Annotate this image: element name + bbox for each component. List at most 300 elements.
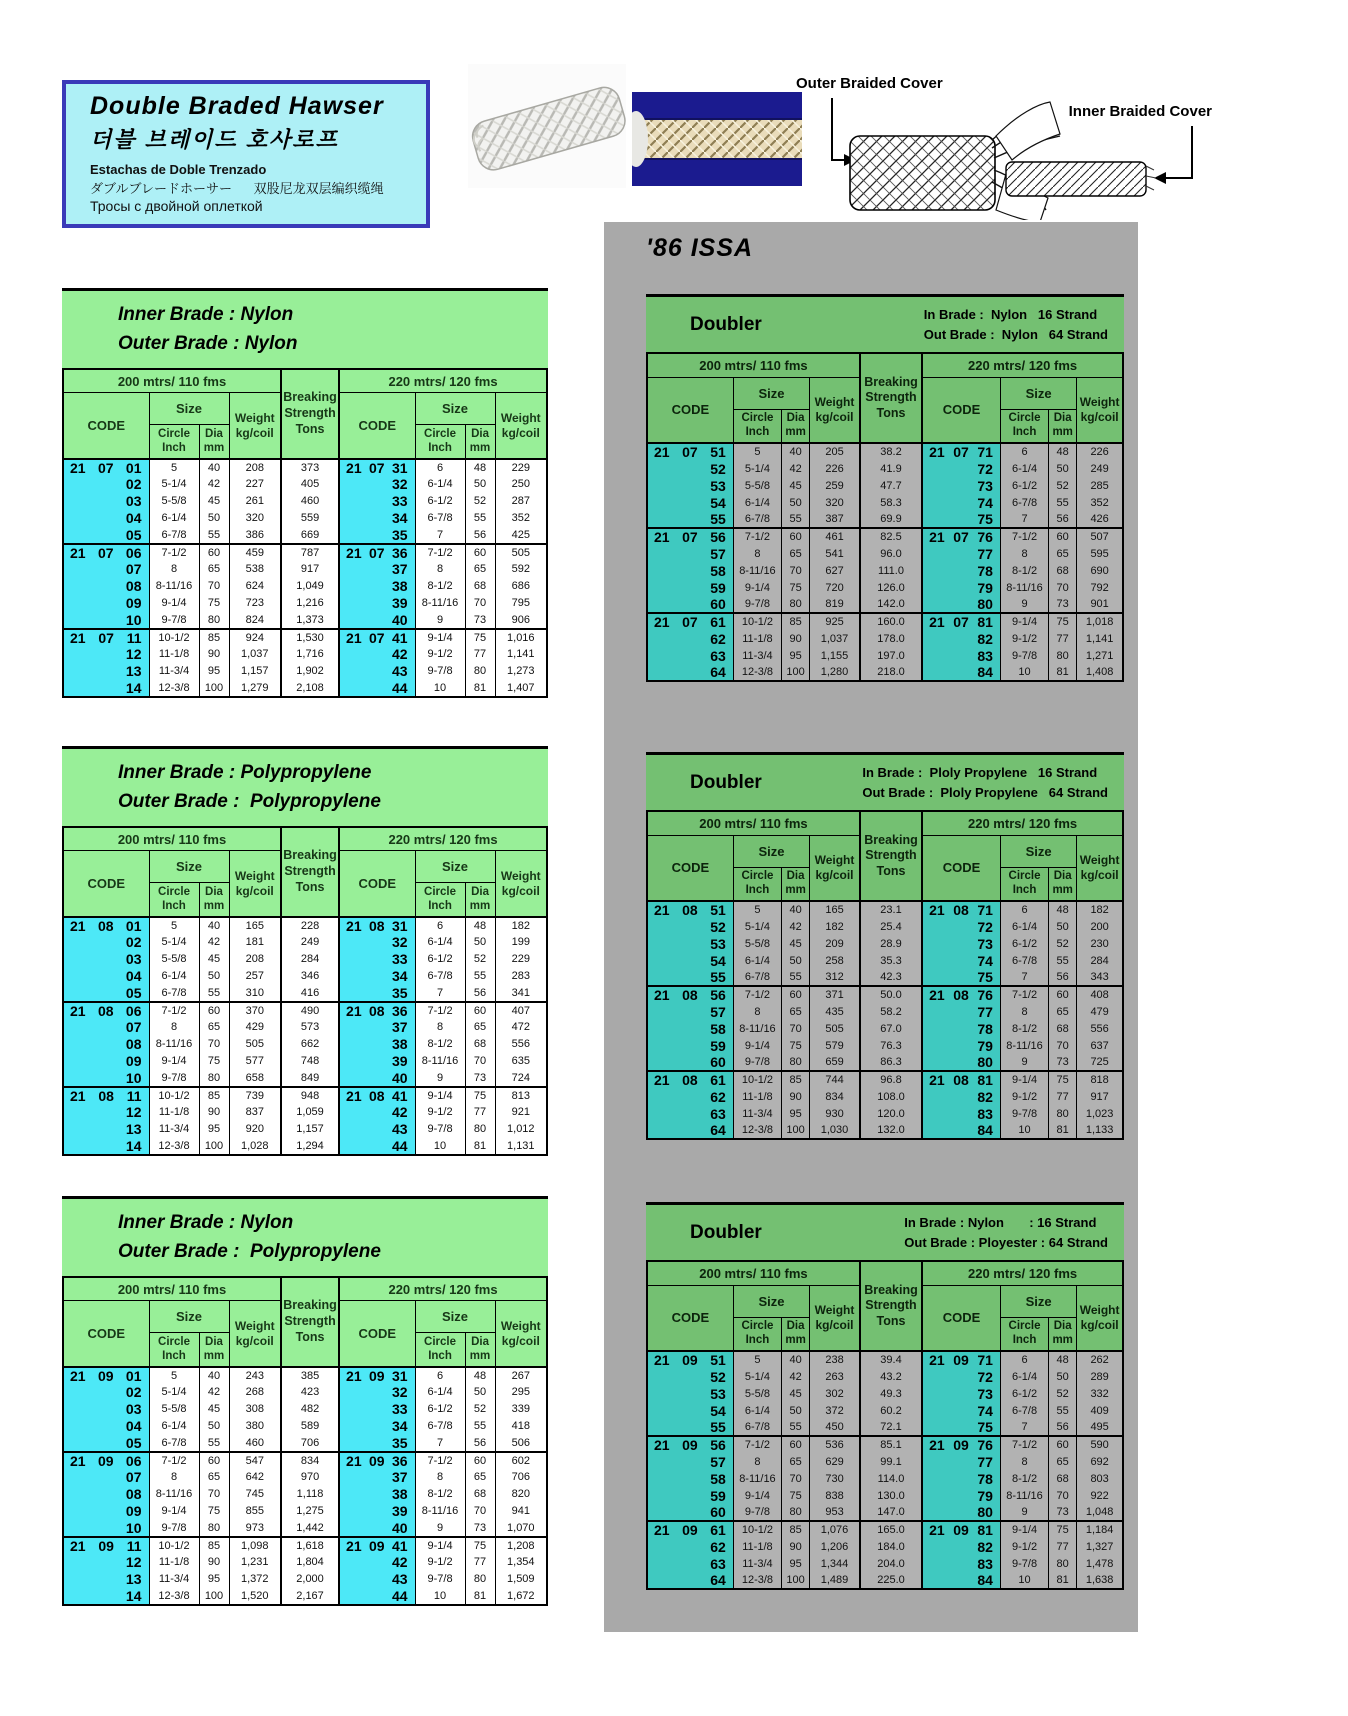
table-title — [62, 1196, 548, 1276]
data-cell: 408 — [1077, 986, 1123, 1003]
code-text — [64, 1418, 149, 1434]
table-row — [647, 1020, 1123, 1037]
code-part: 04 — [125, 1418, 142, 1435]
column-header-dia-mm — [1049, 867, 1077, 901]
code-part: 31 — [391, 1367, 408, 1384]
code-cell — [647, 528, 733, 545]
data-cell: 970 — [281, 1469, 339, 1486]
column-header-weight — [810, 377, 860, 443]
data-cell: 9-1/2 — [415, 1554, 465, 1571]
data-cell: 50 — [1049, 918, 1077, 935]
data-cell: 536 — [810, 1436, 860, 1453]
data-cell: 1,048 — [1077, 1504, 1123, 1521]
data-cell: 10-1/2 — [149, 1087, 199, 1104]
column-header-200mtrs: 200 mtrs/ 110 fms — [63, 827, 281, 851]
data-cell: 9-1/2 — [415, 646, 465, 663]
code-text — [340, 646, 415, 662]
column-header-line: Circle — [1008, 411, 1041, 424]
code-part: 21 — [929, 1072, 945, 1088]
code-part: 43 — [391, 1571, 408, 1588]
column-header-line: Inch — [745, 883, 770, 896]
code-part: 61 — [710, 1072, 726, 1088]
code-part: 58 — [710, 1470, 726, 1487]
code-cell — [63, 1435, 149, 1452]
code-text — [340, 510, 415, 526]
data-cell: 65 — [465, 1469, 495, 1486]
data-cell: 922 — [1077, 1487, 1123, 1504]
data-cell: 45 — [199, 493, 229, 510]
data-cell: 9-1/4 — [149, 1503, 199, 1520]
data-cell: 332 — [1077, 1385, 1123, 1402]
code-part: 79 — [977, 1037, 993, 1054]
code-part: 33 — [391, 493, 408, 510]
code-part: 33 — [391, 1401, 408, 1418]
table-row — [647, 1088, 1123, 1105]
code-text — [340, 663, 415, 679]
data-cell: 65 — [465, 561, 495, 578]
code-text — [648, 444, 733, 460]
code-part: 21 — [346, 1537, 362, 1554]
data-cell: 77 — [1049, 1088, 1077, 1105]
code-cell — [647, 952, 733, 969]
column-header-line: Inch — [745, 425, 770, 438]
column-header-line: Strength — [865, 1298, 917, 1313]
table-row — [63, 1053, 547, 1070]
code-cell — [647, 986, 733, 1003]
column-header-line: Inch — [162, 441, 186, 454]
data-cell: 11-3/4 — [149, 1121, 199, 1138]
code-text — [923, 1454, 1000, 1470]
data-cell: 1,037 — [229, 646, 281, 663]
column-header-size: Size — [1000, 1285, 1076, 1317]
code-text — [64, 1520, 149, 1536]
code-cell — [922, 460, 1000, 477]
data-cell: 5-5/8 — [149, 951, 199, 968]
code-text — [923, 478, 1000, 494]
column-header-code: CODE — [63, 851, 149, 917]
data-cell: 60 — [1049, 1436, 1077, 1453]
code-cell — [339, 561, 415, 578]
table-row — [647, 562, 1123, 579]
data-cell: 70 — [465, 595, 495, 612]
data-cell: 111.0 — [860, 562, 922, 579]
table-row — [647, 1453, 1123, 1470]
code-cell — [922, 443, 1000, 460]
code-part: 59 — [710, 579, 726, 596]
column-header-dia-mm — [782, 1317, 810, 1351]
code-part: 03 — [125, 1401, 142, 1418]
code-part: 08 — [125, 1486, 142, 1503]
data-cell: 8-1/2 — [1000, 562, 1048, 579]
code-text — [923, 1004, 1000, 1020]
code-part: 36 — [391, 1452, 408, 1469]
data-cell: 706 — [495, 1469, 547, 1486]
data-cell: 1,231 — [229, 1554, 281, 1571]
data-cell: 7-1/2 — [415, 1002, 465, 1019]
data-cell: 6-7/8 — [415, 510, 465, 527]
data-cell: 556 — [495, 1036, 547, 1053]
data-cell: 55 — [199, 985, 229, 1002]
code-cell — [922, 1436, 1000, 1453]
code-text — [64, 545, 149, 561]
code-part: 38 — [391, 578, 408, 595]
data-cell: 7-1/2 — [1000, 1436, 1048, 1453]
column-header-line: Breaking — [864, 832, 918, 847]
data-cell: 352 — [1077, 494, 1123, 511]
code-text — [923, 1522, 1000, 1538]
data-cell: 1,442 — [281, 1520, 339, 1537]
code-text — [923, 953, 1000, 969]
data-cell: 81 — [1049, 664, 1077, 681]
code-cell — [647, 511, 733, 528]
column-header-size: Size — [149, 393, 229, 425]
data-cell: 85 — [782, 1071, 810, 1088]
data-cell: 739 — [229, 1087, 281, 1104]
data-cell: 287 — [495, 493, 547, 510]
code-cell — [63, 1087, 149, 1104]
data-cell: 590 — [1077, 1436, 1123, 1453]
code-part: 63 — [710, 647, 726, 664]
code-cell — [647, 1105, 733, 1122]
code-cell — [922, 647, 1000, 664]
data-cell: 12-3/8 — [149, 1138, 199, 1155]
data-cell: 838 — [810, 1487, 860, 1504]
data-cell: 921 — [495, 1104, 547, 1121]
data-cell: 48 — [465, 1367, 495, 1384]
code-part: 08 — [682, 902, 698, 918]
code-text — [340, 493, 415, 509]
table-row — [647, 1003, 1123, 1020]
data-cell: 9-7/8 — [149, 1520, 199, 1537]
column-header-line: mm — [785, 425, 806, 438]
code-part: 53 — [710, 477, 726, 494]
data-cell: 819 — [810, 596, 860, 613]
data-cell: 6 — [415, 917, 465, 934]
code-text — [923, 902, 1000, 918]
column-header-line: Circle — [1008, 1319, 1041, 1332]
data-cell: 99.1 — [860, 1453, 922, 1470]
data-cell: 371 — [810, 986, 860, 1003]
code-part: 56 — [710, 529, 726, 545]
data-cell: 1,618 — [281, 1537, 339, 1554]
table-row — [647, 443, 1123, 460]
code-text — [648, 1403, 733, 1419]
data-cell: 9-1/2 — [1000, 1538, 1048, 1555]
data-cell: 50.0 — [860, 986, 922, 1003]
code-part: 09 — [125, 1053, 142, 1070]
data-cell: 76.3 — [860, 1037, 922, 1054]
column-header-dia-mm — [1049, 1317, 1077, 1351]
code-part: 83 — [977, 1555, 993, 1572]
code-text — [923, 596, 1000, 612]
code-text — [340, 1588, 415, 1604]
code-text — [340, 1019, 415, 1035]
code-part: 78 — [977, 1020, 993, 1037]
code-text — [340, 1520, 415, 1536]
data-cell: 339 — [495, 1401, 547, 1418]
column-header-line: Strength — [284, 864, 336, 879]
code-text — [648, 1089, 733, 1105]
data-cell: 8 — [149, 1469, 199, 1486]
data-cell: 50 — [782, 952, 810, 969]
data-cell: 7-1/2 — [1000, 986, 1048, 1003]
column-header-line: Weight — [500, 411, 541, 426]
code-cell — [63, 476, 149, 493]
data-cell: 49.3 — [860, 1385, 922, 1402]
code-cell — [63, 934, 149, 951]
code-text — [648, 563, 733, 579]
data-cell: 8 — [149, 1019, 199, 1036]
data-cell: 90 — [199, 646, 229, 663]
code-cell — [647, 630, 733, 647]
data-cell: 7 — [1000, 969, 1048, 986]
code-part: 44 — [391, 1137, 408, 1154]
column-header-circle-inch — [415, 883, 465, 917]
code-cell — [922, 1402, 1000, 1419]
code-text — [923, 444, 1000, 460]
code-text — [64, 646, 149, 662]
code-text — [340, 527, 415, 543]
code-cell — [63, 1486, 149, 1503]
code-text — [64, 630, 149, 646]
code-cell — [647, 1368, 733, 1385]
table-row — [63, 1070, 547, 1087]
column-header-line: Strength — [865, 848, 917, 863]
code-cell — [63, 1070, 149, 1087]
column-header-200mtrs: 200 mtrs/ 110 fms — [63, 1277, 281, 1301]
code-part: 62 — [710, 1088, 726, 1105]
data-cell: 1,279 — [229, 680, 281, 697]
data-cell: 45 — [199, 1401, 229, 1418]
data-cell: 43.2 — [860, 1368, 922, 1385]
column-header-line: mm — [1052, 425, 1073, 438]
code-cell — [647, 918, 733, 935]
table-row — [63, 951, 547, 968]
data-cell: 67.0 — [860, 1020, 922, 1037]
table-row — [647, 494, 1123, 511]
data-cell: 346 — [281, 968, 339, 985]
column-header-220mtrs: 220 mtrs/ 120 fms — [339, 1277, 547, 1301]
data-cell: 792 — [1077, 579, 1123, 596]
data-cell: 592 — [495, 561, 547, 578]
data-cell: 635 — [495, 1053, 547, 1070]
data-cell: 81 — [465, 1138, 495, 1155]
data-cell: 9 — [1000, 596, 1048, 613]
outer-braid-art — [850, 102, 1060, 220]
data-cell: 80 — [465, 663, 495, 680]
code-cell — [63, 493, 149, 510]
column-header-line: Dia — [1053, 869, 1072, 882]
code-part: 81 — [977, 614, 993, 630]
data-cell: 50 — [465, 476, 495, 493]
column-header-line: Dia — [205, 427, 223, 440]
code-cell — [63, 646, 149, 663]
data-cell: 28.9 — [860, 935, 922, 952]
code-text — [648, 969, 733, 985]
column-header-weight — [495, 851, 547, 917]
data-cell: 77 — [465, 646, 495, 663]
column-header-200mtrs: 200 mtrs/ 110 fms — [647, 1261, 860, 1285]
code-part: 63 — [710, 1105, 726, 1122]
table-row — [647, 1470, 1123, 1487]
data-cell: 181 — [229, 934, 281, 951]
code-part: 10 — [125, 611, 142, 628]
data-cell: 1,208 — [495, 1537, 547, 1554]
code-part: 83 — [977, 1105, 993, 1122]
code-part: 43 — [391, 663, 408, 680]
data-cell: 8-1/2 — [415, 1486, 465, 1503]
code-part: 77 — [977, 1453, 993, 1470]
column-header-line: Dia — [786, 1319, 805, 1332]
table-inner-nylon-outer-pp — [62, 1196, 548, 1606]
column-header-220mtrs: 220 mtrs/ 120 fms — [339, 827, 547, 851]
code-text — [923, 1089, 1000, 1105]
code-text — [923, 936, 1000, 952]
data-cell: 48 — [465, 917, 495, 934]
code-cell — [339, 917, 415, 934]
table-row — [647, 511, 1123, 528]
data-cell: 70 — [199, 578, 229, 595]
code-cell — [339, 1019, 415, 1036]
column-header-size: Size — [415, 851, 495, 883]
data-cell: 8-11/16 — [149, 1486, 199, 1503]
code-part: 52 — [710, 918, 726, 935]
code-part: 09 — [125, 595, 142, 612]
data-cell: 7 — [1000, 511, 1048, 528]
code-text — [340, 1554, 415, 1570]
table-row — [647, 1037, 1123, 1054]
column-header-line: Weight — [814, 395, 855, 410]
data-cell: 5 — [733, 1351, 781, 1368]
data-cell: 73 — [465, 1070, 495, 1087]
code-part: 08 — [682, 987, 698, 1003]
page-title-korean: 더블 브레이드 호사로프 — [90, 127, 339, 152]
column-header-code: CODE — [922, 1285, 1000, 1351]
column-header-code: CODE — [63, 393, 149, 459]
column-header-line: Breaking — [283, 1298, 337, 1313]
code-part: 72 — [977, 918, 993, 935]
table-row — [63, 1418, 547, 1435]
column-header-line: Circle — [741, 1319, 774, 1332]
column-header-line: kg/coil — [235, 883, 274, 898]
code-part: 03 — [125, 951, 142, 968]
data-cell: 1,373 — [281, 612, 339, 629]
column-header-size: Size — [1000, 835, 1076, 867]
code-part: 21 — [346, 1087, 362, 1104]
code-part: 54 — [710, 1402, 726, 1419]
data-cell: 1,509 — [495, 1571, 547, 1588]
data-cell: 60 — [782, 528, 810, 545]
table-row — [63, 629, 547, 646]
data-cell: 1,070 — [495, 1520, 547, 1537]
data-cell: 81 — [1049, 1572, 1077, 1589]
code-part: 09 — [97, 1452, 114, 1469]
code-part: 60 — [710, 1504, 726, 1520]
code-part: 55 — [710, 969, 726, 985]
data-cell: 5 — [149, 1367, 199, 1384]
code-text — [648, 953, 733, 969]
code-part: 41 — [391, 1087, 408, 1104]
data-cell: 352 — [495, 510, 547, 527]
table-title — [62, 288, 548, 368]
data-cell: 90 — [782, 630, 810, 647]
data-cell: 77 — [1049, 630, 1077, 647]
code-part: 08 — [368, 1087, 385, 1104]
data-cell: 416 — [281, 985, 339, 1002]
column-header-dia-mm — [199, 425, 229, 459]
code-text — [648, 1054, 733, 1070]
data-cell: 68 — [1049, 562, 1077, 579]
data-cell: 268 — [229, 1384, 281, 1401]
data-cell: 8 — [415, 561, 465, 578]
code-cell — [63, 544, 149, 561]
code-cell — [63, 578, 149, 595]
column-header-weight — [1077, 1285, 1123, 1351]
code-part: 71 — [977, 1352, 993, 1368]
code-cell — [339, 1002, 415, 1019]
code-cell — [339, 1571, 415, 1588]
code-cell — [647, 1037, 733, 1054]
data-cell: 10 — [415, 1138, 465, 1155]
doubler-title: Doubler — [690, 1221, 762, 1243]
data-cell: 460 — [229, 1435, 281, 1452]
column-header-line: Tons — [876, 405, 906, 420]
code-part: 74 — [977, 1402, 993, 1419]
table-row — [63, 544, 547, 561]
data-cell: 11-3/4 — [733, 647, 781, 664]
data-cell: 75 — [1049, 613, 1077, 630]
data-cell: 1,407 — [495, 680, 547, 697]
data-cell: 56 — [1049, 969, 1077, 986]
data-cell: 730 — [810, 1470, 860, 1487]
data-cell: 372 — [810, 1402, 860, 1419]
code-part: 21 — [929, 444, 945, 460]
table-row — [647, 1504, 1123, 1521]
code-text — [340, 1138, 415, 1154]
code-part: 71 — [977, 444, 993, 460]
column-header-line: Dia — [471, 885, 489, 898]
subtitle-japanese-chinese: ダブルブレードホーサー 双股尼龙双层编织缆绳 — [90, 181, 384, 196]
data-cell: 556 — [1077, 1020, 1123, 1037]
table-row — [63, 578, 547, 595]
code-cell — [647, 596, 733, 613]
data-cell: 5-1/4 — [733, 460, 781, 477]
issa-panel — [604, 222, 1138, 1632]
data-cell: 95 — [782, 647, 810, 664]
code-part: 57 — [710, 1453, 726, 1470]
data-table — [646, 810, 1124, 1140]
code-part: 64 — [710, 1572, 726, 1588]
code-cell — [339, 1418, 415, 1435]
column-header-line: Tons — [295, 1329, 325, 1344]
code-text — [64, 1554, 149, 1570]
code-part: 78 — [977, 562, 993, 579]
data-cell: 748 — [281, 1053, 339, 1070]
code-cell — [339, 1384, 415, 1401]
data-cell: 5-1/4 — [733, 918, 781, 935]
code-cell — [339, 985, 415, 1002]
code-part: 21 — [70, 1537, 86, 1554]
data-cell: 130.0 — [860, 1487, 922, 1504]
column-header-line: kg/coil — [1080, 409, 1119, 424]
code-cell — [63, 1104, 149, 1121]
data-cell: 56 — [1049, 1419, 1077, 1436]
code-text — [64, 476, 149, 492]
column-header-dia-mm — [465, 425, 495, 459]
data-cell: 75 — [199, 1503, 229, 1520]
code-part: 21 — [70, 917, 86, 934]
table-row — [647, 1538, 1123, 1555]
